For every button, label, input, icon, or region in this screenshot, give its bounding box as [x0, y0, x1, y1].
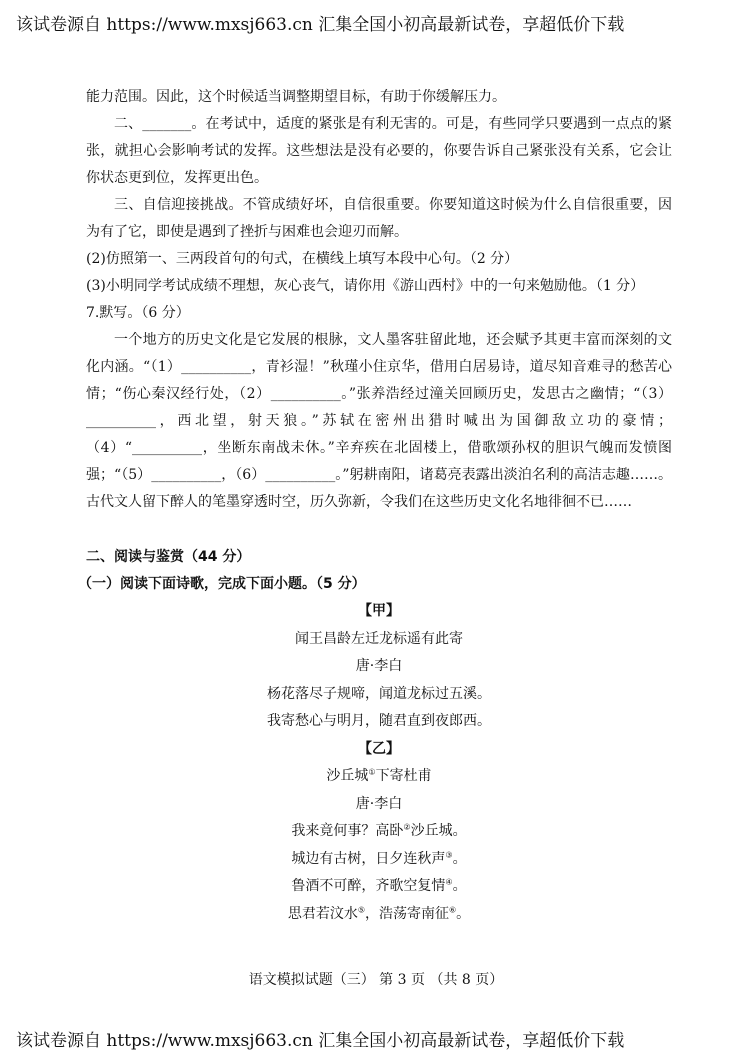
section-2-title: 二、阅读与鉴赏（44 分） [86, 549, 251, 565]
poem-yi-line-1: 我来竟何事？高卧②沙丘城。 [291, 822, 467, 839]
source-banner-bottom: 该试卷源自 https://www.mxsj663.cn 汇集全国小初高最新试卷，享超低价下载 [16, 1031, 625, 1051]
question-7-heading: 7.默写。（6 分） [86, 305, 190, 321]
poem-jia-author: 唐·李白 [355, 658, 403, 674]
poem-jia-line-2: 我寄愁心与明月，随君直到夜郎西。 [267, 713, 491, 729]
footnote-mark: ④ [445, 877, 453, 887]
page-footer: 语文模拟试题（三） 第 3 页 （共 8 页） [248, 972, 504, 988]
source-banner-top: 该试卷源自 https://www.mxsj663.cn 汇集全国小初高最新试卷，享超低价下载 [16, 15, 625, 35]
question-2: (2)仿照第一、三两段首句的句式，在横线上填写本段中心句。（2 分） [86, 251, 519, 267]
page-content [78, 84, 672, 928]
poem-jia-label: 【甲】 [358, 603, 400, 619]
footnote-mark: ③ [445, 849, 453, 859]
poem-yi-title: 沙丘城①下寄杜甫 [326, 767, 432, 784]
subsection-1-title: （一）阅读下面诗歌，完成下面小题。（5 分） [78, 576, 366, 592]
footnote-mark: ① [368, 767, 376, 777]
paragraph-point-three: 三、自信迎接挑战。不管成绩好坏，自信很重要。你要知道这时候为什么自信很重要，因为有了它，即使是遇到了挫折与困难也会迎刃而解。 [86, 197, 672, 240]
question-7-passage: 一个地方的历史文化是它发展的根脉，文人墨客驻留此地，还会赋予其更丰富而深刻的文化内涵。“（1）__________，青衫湿！”秋瑾小住京华，借用白居易诗，道尽知音难寻的愁苦心情；“伤心秦汉经行处，（2）__________。”张养浩经过潼关回顾历史，发思古之幽情；“（3）__________，西北望，射天狼。”苏轼在密州出猎时喊出为国御敌立功的豪情；（4）“__________，坐断东南战未休。”辛弃疾在北固楼上，借歌颂孙权的胆识气魄而发愤图强；“（5）__________，（6）__________。”躬耕南阳，诸葛亮表露出淡泊名利的高洁志趣……。古代文人留下醉人的笔墨穿透时空，历久弥新，令我们在这些历史文化名地徘徊不已…… [86, 332, 672, 510]
poem-yi-line-4: 思君若汶水⑤，浩荡寄南征⑥。 [287, 904, 471, 922]
footnote-mark: ⑤ [357, 904, 365, 914]
paragraph-point-two: 二、_______。在考试中，适度的紧张是有利无害的。可是，有些同学只要遇到一点点的紧张，就担心会影响考试的发挥。这些想法是没有必要的，你要告诉自己紧张没有关系，它会让你状态更到位，发挥更出色。 [86, 116, 672, 186]
poem-yi-author: 唐·李白 [355, 795, 403, 812]
poem-jia [86, 598, 672, 736]
poem-jia-title: 闻王昌龄左迁龙标遥有此寄 [295, 630, 463, 647]
poem-jia-line-1: 杨花落尽子规啼，闻道龙标过五溪。 [267, 685, 491, 702]
poem-yi-line-3: 鲁酒不可醉，齐歌空复情④。 [291, 877, 467, 894]
poem-yi-line-2: 城边有古树，日夕连秋声③。 [291, 849, 467, 867]
footnote-mark: ② [403, 822, 411, 832]
question-3: (3)小明同学考试成绩不理想，灰心丧气，请你用《游山西村》中的一句来勉励他。（1 分） [86, 278, 645, 294]
paragraph-continuation: 能力范围。因此，这个时候适当调整期望目标，有助于你缓解压力。 [86, 89, 506, 105]
poem-yi-label: 【乙】 [358, 740, 400, 757]
footnote-mark: ⑥ [449, 904, 457, 914]
poem-yi [86, 736, 672, 929]
